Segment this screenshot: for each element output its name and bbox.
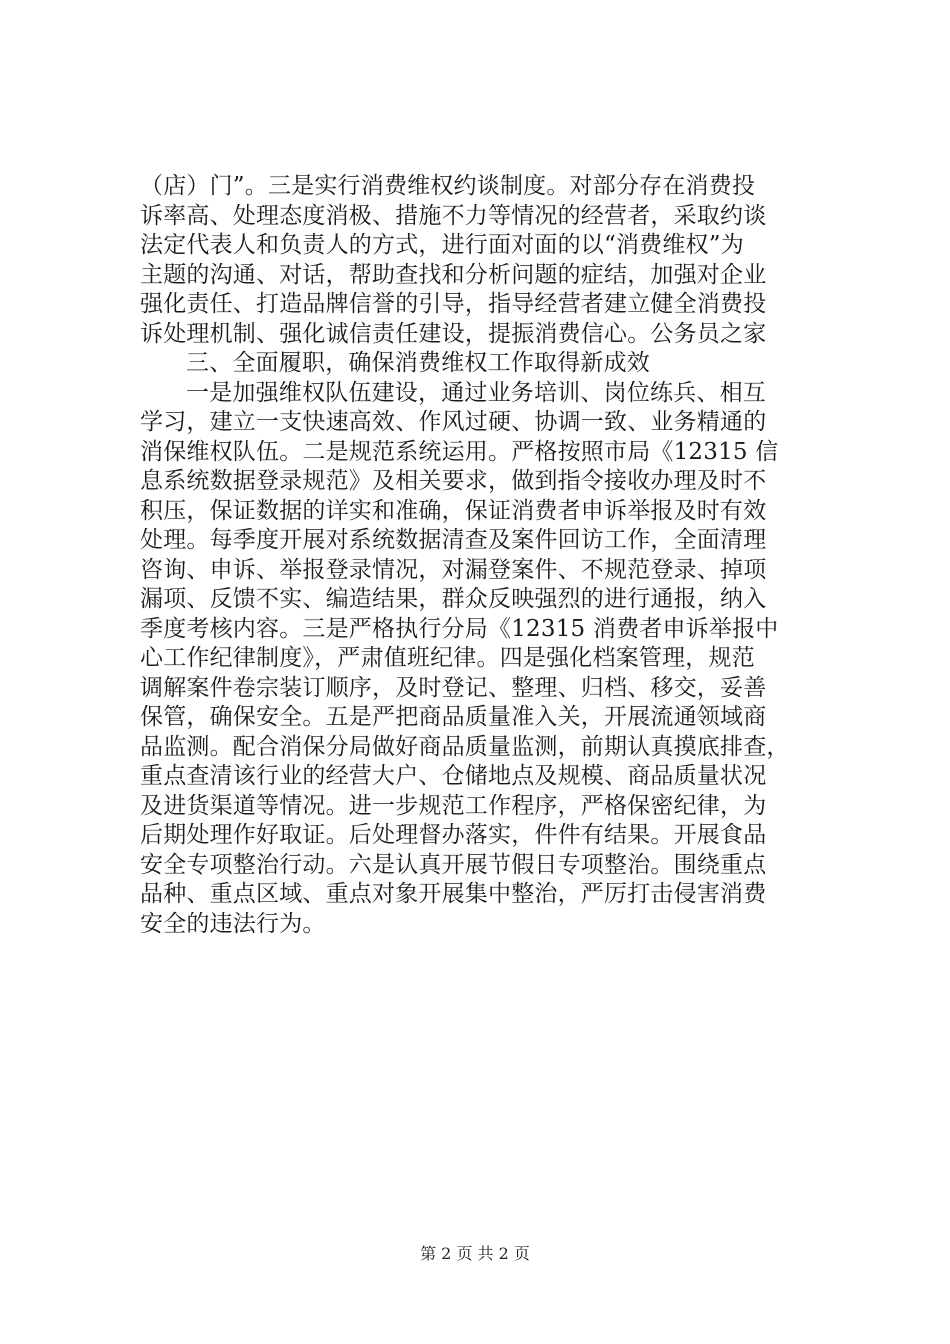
page-footer bbox=[0, 1241, 950, 1264]
text-line: 及进货渠道等情况。进一步规范工作程序，严格保密纪律，为 bbox=[140, 792, 767, 819]
text-line: 安全专项整治行动。六是认真开展节假日专项整治。围绕重点 bbox=[140, 851, 767, 878]
document-body bbox=[140, 172, 860, 939]
text-line: 强化责任、打造品牌信誉的引导，指导经营者建立健全消费投 bbox=[140, 291, 767, 317]
text-line: 处理。每季度开展对系统数据清查及案件回访工作，全面清理 bbox=[140, 527, 767, 553]
text-line: （店）门”。三是实行消费维权约谈制度。对部分存在消费投 bbox=[140, 173, 756, 199]
text-line: 心工作纪律制度》，严肃值班纪律。四是强化档案管理，规范 bbox=[140, 645, 755, 671]
text-line: 积压，保证数据的详实和准确，保证消费者申诉举报及时有效 bbox=[140, 497, 767, 524]
text-line: 季度考核内容。三是严格执行分局《12315 消费者申诉举报中 bbox=[140, 615, 779, 642]
text-line: 品监测。配合消保分局做好商品质量监测，前期认真摸底排查， bbox=[140, 733, 790, 760]
text-line: 息系统数据登录规范》及相关要求，做到指令接收办理及时不 bbox=[140, 468, 767, 494]
text-line: 消保维权队伍。二是规范系统运用。严格按照市局《12315 信 bbox=[140, 438, 779, 465]
text-line: 品种、重点区域、重点对象开展集中整治，严厉打击侵害消费 bbox=[140, 881, 767, 907]
text-line: 主题的沟通、对话，帮助查找和分析问题的症结，加强对企业 bbox=[140, 261, 767, 288]
text-line: 保管，确保安全。五是严把商品质量准入关，开展流通领域商 bbox=[140, 704, 767, 730]
text-line: 安全的违法行为。 bbox=[140, 910, 326, 937]
text-line: 漏项、反馈不实、编造结果，群众反映强烈的进行通报，纳入 bbox=[140, 586, 767, 612]
text-line: 法定代表人和负责人的方式，进行面对面的以“消费维权”为 bbox=[140, 232, 744, 258]
text-line: 诉率高、处理态度消极、措施不力等情况的经营者，采取约谈 bbox=[140, 202, 767, 229]
page-number-label: 第 2 页 共 2 页 bbox=[420, 1244, 530, 1263]
text-line: 一是加强维权队伍建设，通过业务培训、岗位练兵、相互 bbox=[186, 379, 766, 406]
text-line: 重点查清该行业的经营大户、仓储地点及规模、商品质量状况 bbox=[140, 763, 767, 789]
text-line: 后期处理作好取证。后处理督办落实，件件有结果。开展食品 bbox=[140, 822, 767, 848]
text-line: 调解案件卷宗装订顺序，及时登记、整理、归档、移交，妥善 bbox=[140, 674, 767, 701]
text-line: 学习，建立一支快速高效、作风过硬、协调一致、业务精通的 bbox=[140, 409, 767, 435]
text-line: 诉处理机制、强化诚信责任建设，提振消费信心。公务员之家 bbox=[140, 320, 767, 347]
section-heading: 三、全面履职，确保消费维权工作取得新成效 bbox=[186, 350, 650, 376]
text-line: 咨询、申诉、举报登录情况，对漏登案件、不规范登录、掉项 bbox=[140, 556, 767, 583]
